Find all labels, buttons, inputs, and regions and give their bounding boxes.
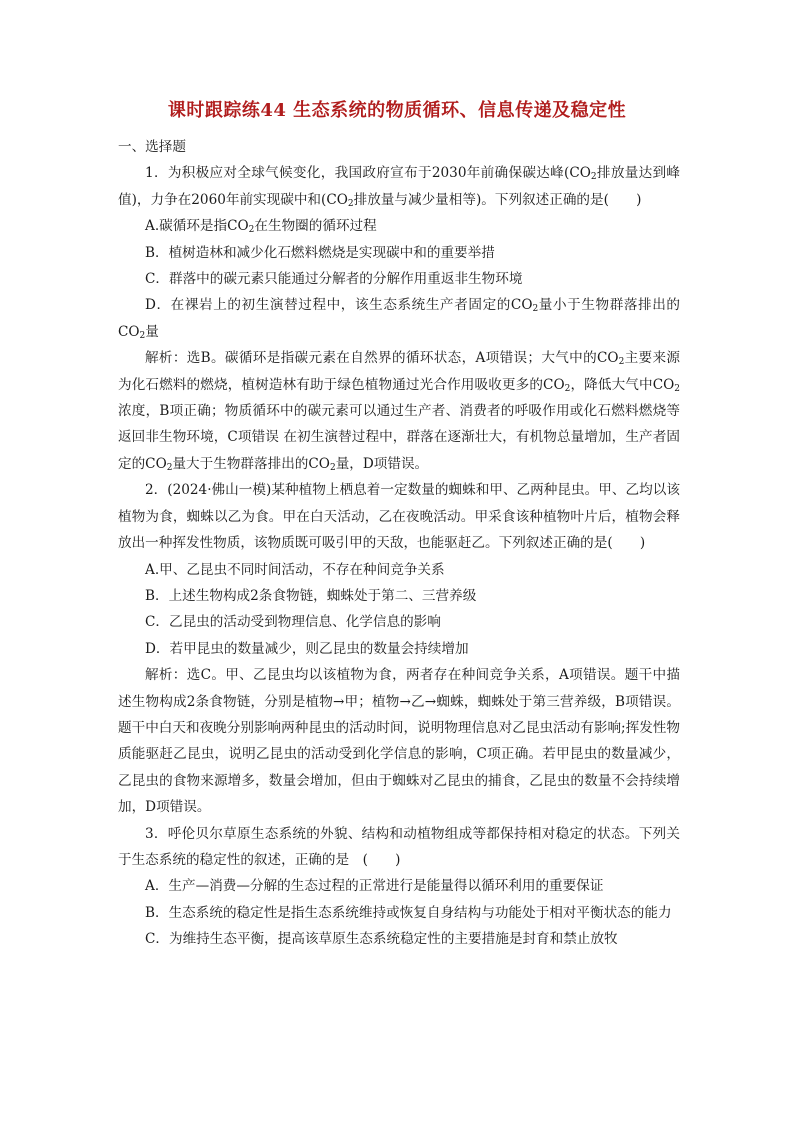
- question-2-option-c: C．乙昆虫的活动受到物理信息、化学信息的影响: [145, 614, 441, 631]
- question-1-answer: 解析：选B。碳循环是指碳元素在自然界的循环状态，A项错误；大气中的$CO_2$主要来源为化石燃料的燃烧，植树造林有助于绿色植物通过光合作用吸收更多的$CO_2$，降低大气中$CO_2$浓度，B项正确；物质循环中的碳元素可以通过生产者、消费者的呼吸作用或化石燃料燃烧等返回非生物环境，C项错误 在初生演替过程中，群落在逐渐壮大，有机物总量增加，生产者固定的$CO_2$量大于生物群落排出的$CO_2$量，D项错误。: [118, 350, 681, 473]
- question-1-option-c: C．群落中的碳元素只能通过分解者的分解作用重返非生物环境: [145, 271, 523, 288]
- question-3-option-b: B．生态系统的稳定性是指生态系统维持或恢复自身结构与功能处于相对平衡状态的能力: [145, 904, 672, 921]
- question-3-stem: 3．呼伦贝尔草原生态系统的外貌、结构和动植物组成等都保持相对稳定的状态。下列关于生态系统的稳定性的叙述，正确的是 ( ): [118, 825, 680, 868]
- question-2-option-d: D．若甲昆虫的数量减少，则乙昆虫的数量会持续增加: [145, 640, 469, 657]
- question-2-option-b: B．上述生物构成2条食物链，蜘蛛处于第二、三营养级: [145, 587, 477, 604]
- question-2-answer: 解析：选C。甲、乙昆虫均以该植物为食，两者存在种间竞争关系，A项错误。题干中描述生物构成2条食物链，分别是植物→甲；植物→乙→蜘蛛，蜘蛛处于第三营养级，B项错误。题干中白天和夜晚分别影响两种昆虫的活动时间，说明物理信息对乙昆虫活动有影响;挥发性物质能驱赶乙昆虫，说明乙昆虫的活动受到化学信息的影响，C项正确。若甲昆虫的数量减少，乙昆虫的食物来源增多，数量会增加，但由于蜘蛛对乙昆虫的捕食，乙昆虫的数量不会持续增加，D项错误。: [118, 667, 680, 816]
- question-1-option-d: D．在裸岩上的初生演替过程中，该生态系统生产者固定的$CO_2$量小于生物群落排出的$CO_2$量: [118, 297, 680, 341]
- question-2-option-a: A.甲、乙昆虫不同时间活动，不存在种间竞争关系: [145, 561, 445, 578]
- page-title: 课时跟踪练44 生态系统的物质循环、信息传递及稳定性: [167, 100, 627, 121]
- question-1-option-a: A.碳循环是指$CO_2$在生物圈的循环过程: [145, 218, 377, 236]
- document-body: [118, 134, 680, 953]
- question-2-stem: 2．(2024·佛山一模)某种植物上栖息着一定数量的蜘蛛和甲、乙两种昆虫。甲、乙均以该植物为食，蜘蛛以乙为食。甲在白天活动，乙在夜晚活动。甲采食该种植物叶片后，植物会释放出一种挥发性物质，该物质既可吸引甲的天敌，也能驱赶乙。下列叙述正确的是( ): [118, 482, 680, 552]
- question-3-option-c: C．为维持生态平衡，提高该草原生态系统稳定性的主要措施是封育和禁止放牧: [145, 931, 618, 948]
- question-1-stem: 1．为积极应对全球气候变化，我国政府宣布于2030年前确保碳达峰($CO_2$排放量达到峰值)，力争在2060年前实现碳中和($CO_2$排放量与减少量相等)。下列叙述正确的是( ): [118, 165, 681, 209]
- section-heading: 一、选择题: [118, 139, 186, 155]
- question-3-option-a: A．生产—消费—分解的生态过程的正常进行是能量得以循环利用的重要保证: [145, 878, 604, 895]
- question-1-option-b: B．植树造林和减少化石燃料燃烧是实现碳中和的重要举措: [145, 244, 495, 261]
